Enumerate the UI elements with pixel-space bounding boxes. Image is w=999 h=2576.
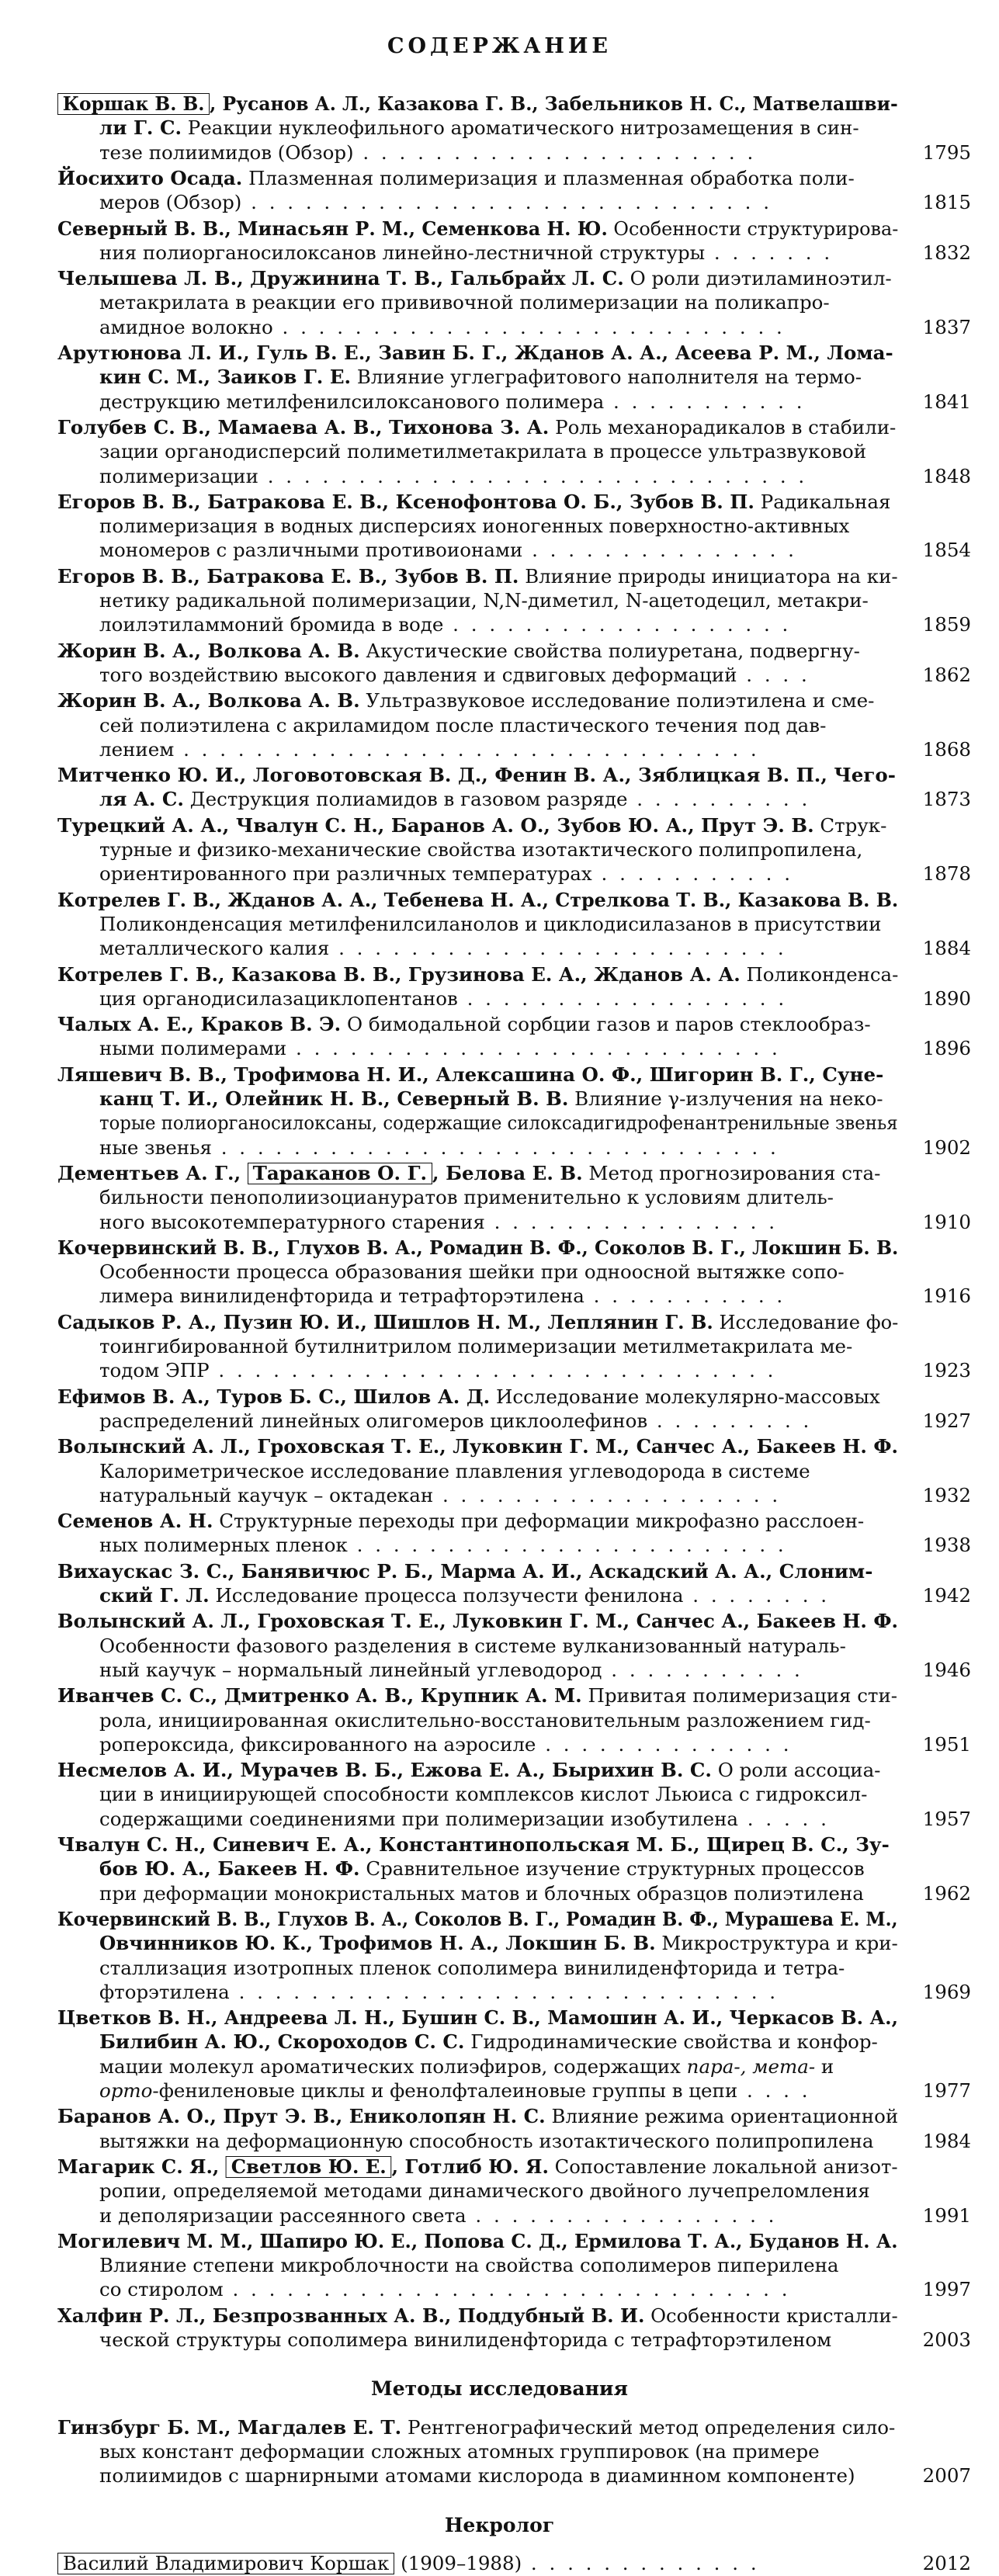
entry-authors: Жорин В. А., Волкова А. В. [57,689,360,712]
entry-authors: Гинзбург Б. М., Магдалев Е. Т. [57,2415,402,2439]
entry-line [0,1708,999,1733]
leader-dots: . . . . [737,2079,811,2102]
leader-dots: . . . . . . . . . . . . . . . . . . . . . . . . . . . [286,1037,781,1060]
entry-line [0,166,999,191]
leader-dots: . . . . . . . . . . [627,788,811,811]
leader-dots: . . . . . . . . . . . . . . . . . . . . . . . . . . . . . . [258,464,808,487]
entry-authors: , Готлиб Ю. Я. [391,2155,549,2178]
page-number: 1969 [922,1980,971,2003]
entry-line [0,912,999,937]
entry-authors: Кочервинский В. В., Глухов В. А., Соколов В. Г., Ромадин В. Ф., Мурашева Е. М., [57,1907,898,1930]
entry-line [0,365,999,390]
entry-line [0,1409,999,1434]
entry-line [0,564,999,589]
entry-line [0,713,999,738]
entry-line [0,2415,999,2440]
entry-line [0,1583,999,1608]
leader-dots: . . . . . . . . . . . . . . . . . . . . . . . . [347,1534,787,1557]
entry-authors: , Русанов А. Л., Казакова Г. В., Забельников Н. С., Матвелашви- [210,92,898,115]
entry-title: Влияние γ-излучения на неко- [568,1087,883,1110]
entry-authors: Арутюнова Л. И., Гуль В. Е., Завин Б. Г., Жданов А. А., Асеева Р. М., Лома- [57,342,893,364]
entry-line [0,1931,999,1956]
entry-title: Привитая полимеризация сти- [581,1684,898,1708]
entry-title: ции в инициирующей способности комплексов кислот Льюиса с гидроксил- [99,1783,868,1806]
entry-authors: кин С. М., Заиков Г. Е. [99,366,352,389]
entry-line [0,1012,999,1037]
entry-authors: ля А. С. [99,788,184,811]
entry-title: Сравнительное изучение структурных процессов [359,1857,865,1881]
leader-dots: . . . . . . . . . . . . . . . . . . . . . . . . . [329,937,787,960]
page-number: 1890 [922,986,971,1010]
entry-title: Гидродинамические свойства и конфор- [464,2030,878,2054]
section-heading: Некролог [444,2513,555,2536]
leader-dots: . . . . . . . . . . . [604,390,806,413]
entry-authors: Котрелев Г. В., Жданов А. А., Тебенева Н. А., Стрелкова Т. В., Казакова В. В. [57,888,899,911]
entry-title: ориентированного при различных температурах [99,862,592,886]
entry-line [0,1483,999,1508]
entry-line [0,1036,999,1061]
entry-title: меров (Обзор) [99,191,242,214]
page-number: 1923 [922,1359,971,1382]
page-number: 1884 [922,937,971,960]
entry-line [0,813,999,838]
entry-title: ния полиорганосилоксанов линейно-лестничной структуры [99,241,706,264]
entry-title: Ультразвуковое исследование полиэтилена и сме- [359,689,875,712]
entry-line [0,140,999,165]
page-number: 1946 [922,1658,971,1681]
entry-title: ные звенья [99,1135,212,1159]
entry-title: металлического калия [99,937,330,960]
entry-authors: Егоров В. В., Батракова Е. В., Зубов В. П. [57,564,519,588]
entry-authors: Ляшевич В. В., Трофимова Н. И., Алексашина О. Ф., Шигорин В. Г., Суне- [57,1063,884,1086]
entry-line [0,1358,999,1383]
leader-dots: . . . . . . . . . . . [584,1285,786,1308]
entry-line [0,986,999,1011]
entry-line [0,2006,999,2030]
leader-dots: . . . . [737,663,810,686]
leader-dots: . . . . . . . . . . . . . . . . . . . [443,613,792,636]
entry-title: Особенности структурирова- [607,217,899,240]
page-number: 1859 [922,613,971,636]
entry-line [0,390,999,414]
entry-title: рола, инициированная окислительно-восстановительным разложением гид- [99,1708,871,1732]
entry-title: тоингибированной бутилнитрилом полимеризации метилметакрилата ме- [99,1335,853,1357]
page-number: 1942 [922,1584,971,1607]
page-number: 1991 [922,2203,971,2227]
entry-line [0,190,999,215]
entry-authors: ский Г. Л. [99,1584,210,1607]
entry-line [0,1832,999,1857]
entry-authors: Йосихито Осада. [57,166,243,189]
page-number: 1916 [922,1285,971,1308]
entry-title: Сопоставление локальной анизот- [548,2155,898,2178]
page-number: 1938 [922,1534,971,1557]
leader-dots: . . . . . . . . . . . . . . . . . . . . . . . . . . . . . . [229,1980,779,2003]
entry-title: содержащими соединениями при полимеризации изобутилена [99,1807,738,1830]
entry-authors: Вихаускас З. С., Банявичюс Р. Б., Марма А. И., Аскадский А. А., Слоним- [57,1559,873,1583]
entry-line [0,1185,999,1210]
entry-line [0,2304,999,2328]
entry-authors: Ефимов В. А., Туров Б. С., Шилов А. Д. [57,1385,491,1408]
entry-authors: Тараканов О. Г. [248,1163,432,1184]
leader-dots: . . . . . . . . . . . . . . . . . . . . . . . . . . . . . . . [211,1135,779,1159]
leader-dots: . . . . . . . . . . . . . . . . . [466,2203,778,2227]
entry-title: Радикальная [754,490,891,513]
page-number: 1957 [922,1807,971,1830]
entry-title: Рентгенографический метод определения сило- [401,2415,896,2439]
entry-title: Реакции нуклеофильного ароматического нитрозамещения в син- [181,116,859,140]
entry-authors: Кочервинский В. В., Глухов В. А., Ромадин В. Ф., Соколов В. Г., Локшин Б. В. [57,1236,899,1259]
leader-dots: . . . . . . . . . . . . . . . . . . . [433,1483,782,1506]
entry-title: амидное волокно [99,315,273,338]
page-number: 1878 [922,862,971,886]
entry-line [0,1857,999,1881]
entry-title: Исследование молекулярно-массовых [490,1385,880,1408]
entry-title: лимера винилиденфторида и тетрафторэтилена [99,1285,584,1308]
page-number: 2003 [922,2328,971,2351]
entry-title: Микроструктура и кри- [655,1932,898,1955]
entry-title: ными полимерами [99,1037,287,1060]
entry-title: (1909–1988) [394,2551,522,2574]
entry-title: нетику радикальной полимеризации, N,N-диметил, N-ацетодецил, метакри- [99,589,869,612]
entry-title: лением [99,737,175,761]
entry-authors: Дементьев А. Г., [57,1161,248,1184]
page-number: 1837 [922,315,971,338]
entry-title: торые полиорганосилоксаны, содержащие силоксадигидрофенантренильные звенья [99,1111,898,1135]
entry-title: Плазменная полимеризация и плазменная обработка поли- [242,166,855,189]
page-number: 1910 [922,1210,971,1233]
entry-authors: Могилевич М. М., Шапиро Ю. Е., Попова С. Д., Ермилова Т. А., Буданов Н. А. [57,2229,898,2252]
entry-title: ного высокотемпературного старения [99,1210,485,1233]
entry-line [0,2104,999,2129]
leader-dots: . . . . . . . . . . . . . . . . . . . . . . . . . . . . . . . [209,1359,777,1382]
entry-title: метакрилата в реакции его прививочной полимеризации на поликапро- [99,291,830,314]
page-number: 1832 [922,241,971,264]
entry-title: Деструкция полиамидов в газовом разряде [183,788,628,811]
entry-line [0,439,999,464]
entry-title: сей полиэтилена с акриламидом после пластического течения под дав- [99,713,827,737]
page-number: 1873 [922,788,971,811]
entry-line [0,1385,999,1409]
entry-title: Исследование процесса ползучести фенилона [209,1584,684,1607]
entry-title: Структурные переходы при деформации микрофазно расслоен- [213,1510,865,1533]
entry-authors: Магарик С. Я., [57,2155,226,2178]
page-number: 2007 [922,2464,971,2488]
entry-authors: Садыков Р. А., Пузин Ю. И., Шишлов Н. М., Леплянин Г. В. [57,1310,713,1333]
entry-line [0,1609,999,1634]
entry-title: деструкцию метилфенилсилоксанового полимера [99,390,605,413]
entry-line [0,1980,999,2005]
entry-title: фторэтилена [99,1980,230,2003]
leader-dots: . . . . . . . . . . . . . [522,2551,760,2574]
entry-authors: бов Ю. А., Бакеев Н. Ф. [99,1857,360,1881]
entry-line [0,1459,999,1484]
page-number: 1854 [922,539,971,562]
entry-title: -фениленовые циклы и фенолфталеиновые группы в цепи [152,2079,738,2102]
entry-authors: Иванчев С. С., Дмитренко А. В., Крупник А. М. [57,1684,582,1708]
entry-line [0,266,999,291]
entry-title: Поликонденсация метилфенилсиланолов и циклодисилазанов в присутствии [99,912,882,935]
entry-authors: Северный В. В., Минасьян Р. М., Семенкова Н. Ю. [57,217,608,240]
entry-line [0,1210,999,1235]
leader-dots: . . . . . . . . . . . . . . . . . . . . . . . . . . . . . [241,191,773,214]
leader-dots: . . . . . . . . . . . . . . . . . . . . . . . . . . . . . . . [223,2278,791,2301]
entry-line [0,2129,999,2154]
entry-title: ных полимерных пленок [99,1534,348,1557]
entry-title: турные и физико-механические свойства изотактического полипропилена, [99,838,863,861]
entry-title: полиимидов с шарнирными атомами кислорода в диаминном компоненте) [99,2464,855,2488]
entry-title: того воздействию высокого давления и сдвиговых деформаций [99,663,737,686]
entry-title: и [815,2054,834,2078]
entry-authors: Жорин В. А., Волкова А. В. [57,639,360,662]
leader-dots: . . . . . . . . [683,1584,831,1607]
page-number: 1896 [922,1037,971,1060]
entry-title: тодом ЭПР [99,1359,210,1382]
entry-line [0,737,999,762]
leader-dots: . . . . . . . . . . . . . . . . . . . . . . . . . . . . [272,315,786,338]
entry-title: Особенности фазового разделения в системе вулканизованный натураль- [99,1634,846,1657]
entry-line [0,663,999,688]
entry-line [0,1559,999,1584]
entry-authors: Котрелев Г. В., Казакова В. В., Грузинова Е. А., Жданов А. А. [57,962,741,986]
entry-title: лоилэтиламмоний бромида в воде [99,613,444,636]
entry-authors: Турецкий А. А., Чвалун С. Н., Баранов А. О., Зубов Ю. А., Прут Э. В. [57,813,814,837]
entry-line [0,2277,999,2302]
entry-line [0,837,999,862]
entry-line [0,538,999,563]
entry-authors: Семенов А. Н. [57,1510,213,1533]
entry-title: натуральный каучук – октадекан [99,1483,434,1506]
page-number: 1862 [922,663,971,686]
entry-line [0,2229,999,2254]
entry-authors: Халфин Р. Л., Безпрозванных А. В., Поддубный В. И. [57,2304,645,2327]
entry-line [0,2551,999,2576]
entry-authors: Коршак В. В. [57,93,210,115]
entry-line [0,2203,999,2228]
entry-line [0,936,999,961]
leader-dots: . . . . . . . . . . . . . . . . [484,1210,779,1233]
entry-line [0,1334,999,1359]
entry-title: сталлизация изотропных пленок сополимера винилиденфторида и тетра- [99,1956,845,1979]
entry-line [0,1807,999,1832]
entry-line [0,1907,999,1932]
entry-title: тезе полиимидов (Обзор) [99,140,354,164]
entry-authors: канц Т. И., Олейник Н. В., Северный В. В. [99,1087,569,1110]
entry-line [0,2179,999,2203]
entry-line [0,1533,999,1558]
entry-title: Струк- [813,813,887,837]
entry-authors: , Белова Е. В. [432,1161,583,1184]
entry-line [0,962,999,987]
leader-dots: . . . . . [738,1807,830,1830]
entry-line [0,1284,999,1309]
leader-dots: . . . . . . . . . . . . . . . . . . . . . . . . . . . . . . . . [174,737,760,761]
entry-line [0,763,999,788]
entry-title: Влияние углеграфитового наполнителя на термо- [351,366,862,389]
entry-title: вых констант деформации сложных атомных группировок (на примере [99,2439,820,2463]
entry-title: бильности пенополиизоциануратов применительно к условиям длитель- [99,1186,834,1209]
page-number: 1932 [922,1483,971,1506]
entry-line [0,490,999,515]
entry-title: Исследование фо- [713,1310,899,1333]
entry-line [0,341,999,366]
entry-title: Особенности процесса образования шейки при одноосной вытяжке сопо- [99,1260,845,1284]
entry-title: О роли диэтиламиноэтил- [623,267,892,290]
section-heading: Методы исследования [371,2377,628,2401]
leader-dots: . . . . . . . . . . . . . . . [522,539,797,562]
entry-authors: Чалых А. Е., Краков В. Э. [57,1013,342,1036]
entry-line [0,2054,999,2079]
entry-line [0,1782,999,1807]
entry-title: Влияние режима ориентационной [545,2105,899,2128]
entry-line [0,1087,999,1111]
entry-title: зации органодисперсий полиметилметакрилата в процессе ультразвуковой [99,440,867,463]
page-number: 1951 [922,1732,971,1756]
page-title: СОДЕРЖАНИЕ [387,34,612,58]
entry-line [0,315,999,340]
entry-title: ропероксида, фиксированного на аэросиле [99,1732,536,1756]
leader-dots: . . . . . . . . . . . [602,1658,803,1681]
entry-line [0,92,999,116]
entry-line [0,2328,999,2352]
entry-title: Роль механорадикалов в стабили- [549,415,897,439]
entry-line [0,1310,999,1335]
entry-line [0,464,999,489]
entry-line [0,241,999,265]
entry-line [0,2078,999,2103]
entry-authors: Чвалун С. Н., Синевич Е. А., Константинопольская М. Б., Щирец В. С., Зу- [57,1833,890,1856]
leader-dots: . . . . . . . [705,241,834,264]
entry-line [0,1658,999,1683]
entry-title: Влияние степени микроблочности на свойства сополимеров пиперилена [99,2254,839,2277]
entry-line [0,888,999,913]
page-number: 1962 [922,1881,971,1905]
leader-dots: . . . . . . . . . . . . . . [536,1732,793,1756]
entry-authors: Цветков В. Н., Андреева Л. Н., Бушин С. В., Мамошин А. И., Черкасов В. А., [57,2006,898,2030]
page-number: 1927 [922,1409,971,1432]
entry-title: и деполяризации рассеянного света [99,2203,467,2227]
entry-title: мономеров с различными противоионами [99,539,523,562]
page-number: 1868 [922,737,971,761]
entry-line [0,1881,999,1906]
page-number: 1902 [922,1135,971,1159]
entry-line [0,217,999,241]
entry-title: со стиролом [99,2278,224,2301]
entry-line [0,1956,999,1981]
entry-line [0,1135,999,1160]
entry-authors: Светлов Ю. Е. [226,2156,392,2178]
entry-line [0,1683,999,1708]
entry-authors: Голубев С. В., Мамаева А. В., Тихонова З. А. [57,415,550,439]
entry-authors: Баранов А. О., Прут Э. В., Ениколопян Н. С. [57,2105,546,2128]
entry-authors: Митченко Ю. И., Логовотовская В. Д., Фенин В. А., Зяблицкая В. П., Чего- [57,764,896,787]
entry-line [0,514,999,539]
entry-line [0,1634,999,1659]
entry-authors: Билибин А. Ю., Скороходов С. С. [99,2030,465,2054]
page-number: 1815 [922,191,971,214]
leader-dots: . . . . . . . . . [647,1409,813,1432]
entry-line [0,1236,999,1260]
entry-line [0,2253,999,2278]
entry-line [0,2463,999,2488]
entry-title: при деформации монокристальных матов и блочных образцов полиэтилена [99,1881,864,1905]
leader-dots: . . . . . . . . . . . [591,862,794,886]
entry-title: Калориметрическое исследование плавления углеводорода в системе [99,1459,810,1482]
entry-line [0,639,999,664]
entry-line [0,1111,999,1135]
entry-title: Поликонденса- [740,962,899,986]
page-number: 2012 [922,2551,971,2574]
entry-authors: Челышева Л. В., Дружинина Т. В., Гальбрайх Л. С. [57,267,624,290]
entry-title: полимеризации [99,464,258,487]
page-number: 1977 [922,2079,971,2102]
entry-line [0,862,999,886]
entry-title-italic: пара-, мета- [686,2054,816,2078]
entry-title: ческой структуры сополимера винилиденфторида с тетрафторэтиленом [99,2328,832,2351]
entry-title: Василий Владимирович Коршак [57,2553,394,2574]
entry-line [0,1732,999,1757]
entry-title: распределений линейных олигомеров циклоолефинов [99,1409,648,1432]
entry-authors: Несмелов А. И., Мурачев В. Б., Ежова Е. А., Бырихин В. С. [57,1759,712,1782]
entry-authors: Овчинников Ю. К., Трофимов Н. А., Локшин Б. В. [99,1932,656,1955]
entry-title: О роли ассоциа- [711,1759,881,1782]
entry-title: О бимодальной сорбции газов и паров стеклообраз- [341,1013,871,1036]
entry-line [0,2439,999,2464]
entry-title: Особенности кристалли- [644,2304,898,2327]
leader-dots: . . . . . . . . . . . . . . . . . . . . . . [353,140,757,164]
entry-line [0,1434,999,1459]
entry-title: Метод прогнозирования ста- [582,1161,881,1184]
entry-line [0,415,999,440]
entry-authors: Егоров В. В., Батракова Е. В., Ксенофонтова О. Б., Зубов В. П. [57,490,754,513]
entry-line [0,2155,999,2179]
page-number: 1795 [922,140,971,164]
entry-line [0,2030,999,2054]
page-number: 1848 [922,464,971,487]
entry-line [0,612,999,637]
entry-line [0,1161,999,1186]
entry-line [0,290,999,315]
entry-title: вытяжки на деформационную способность изотактического полипропилена [99,2129,874,2152]
entry-title: полимеризация в водных дисперсиях ионогенных поверхностно-активных [99,515,850,538]
entry-authors: Волынский А. Л., Гроховская Т. Е., Луковкин Г. М., Санчес А., Бакеев Н. Ф. [57,1435,899,1458]
entry-line [0,116,999,140]
entry-title: ропии, определяемой методами динамического двойного лучепреломления [99,2179,870,2203]
entry-authors: Волынский А. Л., Гроховская Т. Е., Луковкин Г. М., Санчес А., Бакеев Н. Ф. [57,1610,899,1633]
entry-title: ный каучук – нормальный линейный углеводород [99,1658,602,1681]
entry-line [0,1063,999,1087]
entry-title: Влияние природы инициатора на ки- [519,564,898,588]
entry-line [0,688,999,713]
entry-line [0,588,999,613]
entry-title: Акустические свойства полиуретана, подвергну- [359,639,860,662]
page-number: 1997 [922,2278,971,2301]
entry-line [0,787,999,812]
entry-authors: ли Г. С. [99,116,182,140]
entry-line [0,1758,999,1783]
entry-title: ция органодисилазациклопентанов [99,986,458,1010]
entry-title-italic: орто [99,2079,153,2102]
page-number: 1841 [922,390,971,413]
leader-dots: . . . . . . . . . . . . . . . . . . [457,986,788,1010]
page-number: 1984 [922,2129,971,2152]
entry-title: мации молекул ароматических полиэфиров, содержащих [99,2054,687,2078]
entry-line [0,1260,999,1285]
entry-line [0,1509,999,1534]
